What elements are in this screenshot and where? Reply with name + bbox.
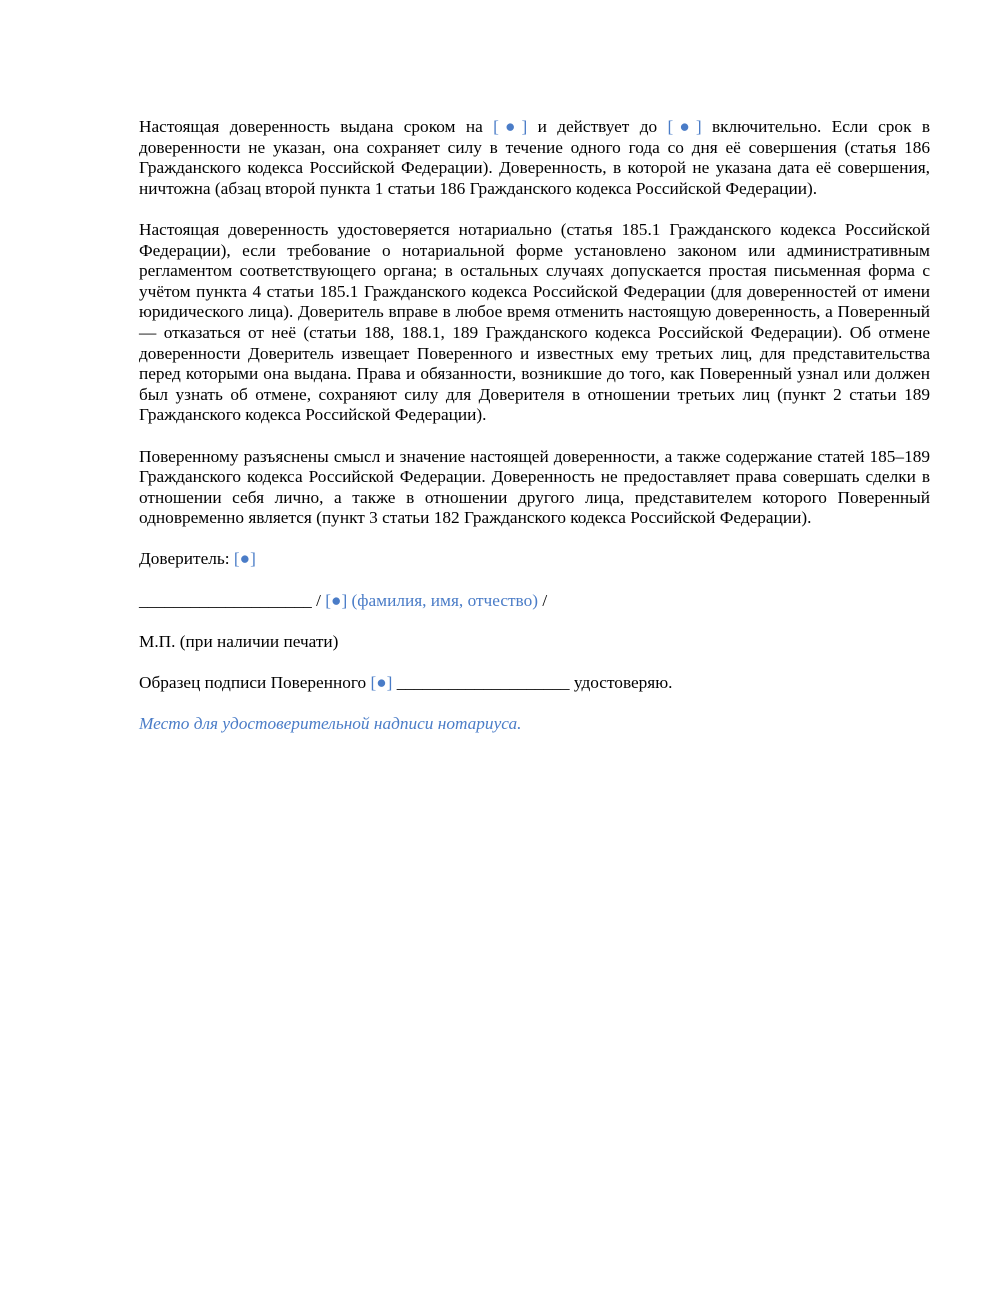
explanation-paragraph: Поверенному разъяснены смысл и значение настоящей доверенности, а также содержание статей 185–189 Гражданского кодекса Российской Федерации. Доверенность не предоставляет права совершать сделки в отношении себя лично, а также в отношении другого лица, представителем которого Поверенный одновременно является (пункт 3 статьи 182 Гражданского кодекса Российской Федерации). xyxy=(139,446,930,528)
principal-placeholder: [●] xyxy=(233,549,256,569)
certify-text: удостоверяю. xyxy=(573,673,673,693)
specimen-label: Образец подписи Поверенного xyxy=(139,673,371,693)
seal-note: М.П. (при наличии печати) xyxy=(139,631,339,651)
signature-separator-close: / xyxy=(538,590,548,610)
notarization-paragraph: Настоящая доверенность удостоверяется нотариально (статья 185.1 Гражданского кодекса Российской Федерации), если требование о нотариальной форме установлено законом или административным регламентом соответствующего органа; в остальных случаях допускается простая письменная форма с учётом пункта 4 статьи 185.1 Гражданского кодекса Российской Федерации (для доверенностей от имени юридического лица). Доверитель вправе в любое время отменить настоящую доверенность, а Поверенный — отказаться от неё (статьи 188, 188.1, 189 Гражданского кодекса Российской Федерации). Об отмене доверенности Доверитель извещает Поверенного и известных ему третьих лиц, для представительства перед которыми она выдана. Права и обязанности, возникшие до того, как Поверенный узнал или должен был узнать об отмене, сохраняют силу для Доверителя в отношении третьих лиц (пункт 2 статьи 189 Гражданского кодекса Российской Федерации). xyxy=(139,219,930,425)
signature-line xyxy=(139,591,930,612)
validity-text-start: Настоящая доверенность выдана сроком на xyxy=(139,117,494,136)
specimen-blank: ____________________ xyxy=(392,673,574,693)
document-page xyxy=(139,117,930,755)
principal-label: Доверитель: xyxy=(139,549,234,569)
validity-paragraph xyxy=(139,117,930,199)
until-date-placeholder: [●] xyxy=(667,117,702,136)
principal-line xyxy=(139,549,930,570)
notary-note: Место для удостоверительной надписи нотариуса. xyxy=(139,714,522,734)
validity-text-middle: и действует до xyxy=(527,117,668,136)
full-name-placeholder: [●] (фамилия, имя, отчество) xyxy=(325,590,538,610)
signature-blank: ____________________ xyxy=(139,590,312,610)
term-placeholder: [●] xyxy=(493,117,528,136)
attorney-placeholder: [●] xyxy=(370,673,393,693)
specimen-signature-line xyxy=(139,673,930,694)
validity-text-end: включительно. Если срок в доверенности не указан, она сохраняет силу в течение одного года со дня её совершения (статья 186 Гражданского кодекса Российской Федерации). Доверенность, в которой не указана дата её совершения, ничтожна (абзац второй пункта 1 статьи 186 Гражданского кодекса Российской Федерации). xyxy=(139,117,931,198)
signature-separator-open: / xyxy=(311,590,326,610)
